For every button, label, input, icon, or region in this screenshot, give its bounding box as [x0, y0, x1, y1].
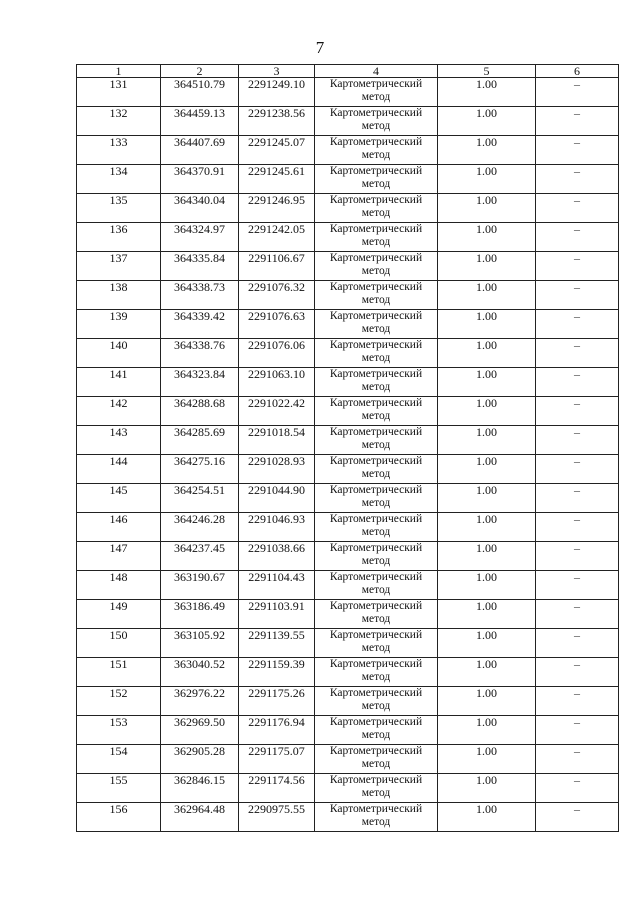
table-header-row [77, 65, 619, 78]
note-cell: – [536, 339, 619, 368]
y-coordinate-cell: 2290975.55 [239, 803, 315, 832]
header-cell-4: 4 [315, 65, 438, 78]
y-coordinate-cell: 2291139.55 [239, 629, 315, 658]
x-coordinate-cell: 362976.22 [161, 687, 239, 716]
y-coordinate-cell: 2291106.67 [239, 252, 315, 281]
note-cell: – [536, 252, 619, 281]
method-cell: Картометрический метод [315, 165, 438, 194]
table-row [77, 281, 619, 310]
note-cell: – [536, 629, 619, 658]
x-coordinate-cell: 364338.76 [161, 339, 239, 368]
page-number: 7 [315, 38, 325, 57]
accuracy-cell: 1.00 [438, 745, 536, 774]
note-cell: – [536, 513, 619, 542]
y-coordinate-cell: 2291174.56 [239, 774, 315, 803]
note-cell: – [536, 310, 619, 339]
table-row [77, 136, 619, 165]
x-coordinate-cell: 364510.79 [161, 78, 239, 107]
table-row [77, 426, 619, 455]
y-coordinate-cell: 2291245.61 [239, 165, 315, 194]
note-cell: – [536, 78, 619, 107]
note-cell: – [536, 687, 619, 716]
point-number-cell: 134 [77, 165, 161, 194]
table-row [77, 629, 619, 658]
header-cell-2: 2 [161, 65, 239, 78]
table-row [77, 252, 619, 281]
table-row [77, 600, 619, 629]
y-coordinate-cell: 2291238.56 [239, 107, 315, 136]
y-coordinate-cell: 2291063.10 [239, 368, 315, 397]
method-cell: Картометрический метод [315, 455, 438, 484]
accuracy-cell: 1.00 [438, 281, 536, 310]
x-coordinate-cell: 362964.48 [161, 803, 239, 832]
method-cell: Картометрический метод [315, 513, 438, 542]
method-cell: Картометрический метод [315, 745, 438, 774]
point-number-cell: 149 [77, 600, 161, 629]
accuracy-cell: 1.00 [438, 513, 536, 542]
table-row [77, 78, 619, 107]
y-coordinate-cell: 2291242.05 [239, 223, 315, 252]
note-cell: – [536, 803, 619, 832]
method-cell: Картометрический метод [315, 281, 438, 310]
method-cell: Картометрический метод [315, 542, 438, 571]
accuracy-cell: 1.00 [438, 687, 536, 716]
point-number-cell: 154 [77, 745, 161, 774]
accuracy-cell: 1.00 [438, 223, 536, 252]
table-row [77, 803, 619, 832]
y-coordinate-cell: 2291038.66 [239, 542, 315, 571]
table-row [77, 542, 619, 571]
point-number-cell: 140 [77, 339, 161, 368]
point-number-cell: 141 [77, 368, 161, 397]
accuracy-cell: 1.00 [438, 658, 536, 687]
table-row [77, 745, 619, 774]
accuracy-cell: 1.00 [438, 339, 536, 368]
point-number-cell: 142 [77, 397, 161, 426]
x-coordinate-cell: 364338.73 [161, 281, 239, 310]
note-cell: – [536, 368, 619, 397]
accuracy-cell: 1.00 [438, 571, 536, 600]
x-coordinate-cell: 364335.84 [161, 252, 239, 281]
x-coordinate-cell: 364324.97 [161, 223, 239, 252]
y-coordinate-cell: 2291046.93 [239, 513, 315, 542]
y-coordinate-cell: 2291159.39 [239, 658, 315, 687]
table-row [77, 484, 619, 513]
point-number-cell: 146 [77, 513, 161, 542]
method-cell: Картометрический метод [315, 223, 438, 252]
y-coordinate-cell: 2291018.54 [239, 426, 315, 455]
point-number-cell: 155 [77, 774, 161, 803]
note-cell: – [536, 658, 619, 687]
point-number-cell: 148 [77, 571, 161, 600]
note-cell: – [536, 484, 619, 513]
x-coordinate-cell: 364254.51 [161, 484, 239, 513]
point-number-cell: 147 [77, 542, 161, 571]
accuracy-cell: 1.00 [438, 397, 536, 426]
y-coordinate-cell: 2291076.06 [239, 339, 315, 368]
header-cell-6: 6 [536, 65, 619, 78]
note-cell: – [536, 426, 619, 455]
note-cell: – [536, 136, 619, 165]
method-cell: Картометрический метод [315, 136, 438, 165]
y-coordinate-cell: 2291076.32 [239, 281, 315, 310]
table-row [77, 455, 619, 484]
accuracy-cell: 1.00 [438, 600, 536, 629]
header-cell-3: 3 [239, 65, 315, 78]
x-coordinate-cell: 364285.69 [161, 426, 239, 455]
point-number-cell: 145 [77, 484, 161, 513]
x-coordinate-cell: 364323.84 [161, 368, 239, 397]
x-coordinate-cell: 364288.68 [161, 397, 239, 426]
point-number-cell: 150 [77, 629, 161, 658]
table-row [77, 716, 619, 745]
accuracy-cell: 1.00 [438, 252, 536, 281]
x-coordinate-cell: 363186.49 [161, 600, 239, 629]
y-coordinate-cell: 2291076.63 [239, 310, 315, 339]
y-coordinate-cell: 2291104.43 [239, 571, 315, 600]
header-cell-5: 5 [438, 65, 536, 78]
method-cell: Картометрический метод [315, 78, 438, 107]
method-cell: Картометрический метод [315, 571, 438, 600]
x-coordinate-cell: 364246.28 [161, 513, 239, 542]
note-cell: – [536, 571, 619, 600]
x-coordinate-cell: 363040.52 [161, 658, 239, 687]
point-number-cell: 153 [77, 716, 161, 745]
x-coordinate-cell: 364340.04 [161, 194, 239, 223]
method-cell: Картометрический метод [315, 107, 438, 136]
x-coordinate-cell: 364339.42 [161, 310, 239, 339]
point-number-cell: 135 [77, 194, 161, 223]
method-cell: Картометрический метод [315, 600, 438, 629]
table-row [77, 397, 619, 426]
method-cell: Картометрический метод [315, 397, 438, 426]
method-cell: Картометрический метод [315, 484, 438, 513]
accuracy-cell: 1.00 [438, 78, 536, 107]
method-cell: Картометрический метод [315, 774, 438, 803]
x-coordinate-cell: 364275.16 [161, 455, 239, 484]
y-coordinate-cell: 2291245.07 [239, 136, 315, 165]
table-row [77, 339, 619, 368]
point-number-cell: 132 [77, 107, 161, 136]
x-coordinate-cell: 362846.15 [161, 774, 239, 803]
accuracy-cell: 1.00 [438, 194, 536, 223]
point-number-cell: 156 [77, 803, 161, 832]
accuracy-cell: 1.00 [438, 484, 536, 513]
accuracy-cell: 1.00 [438, 310, 536, 339]
method-cell: Картометрический метод [315, 687, 438, 716]
note-cell: – [536, 281, 619, 310]
coordinates-table [76, 64, 619, 832]
point-number-cell: 138 [77, 281, 161, 310]
point-number-cell: 137 [77, 252, 161, 281]
x-coordinate-cell: 363105.92 [161, 629, 239, 658]
table-row [77, 165, 619, 194]
table-row [77, 774, 619, 803]
note-cell: – [536, 223, 619, 252]
y-coordinate-cell: 2291176.94 [239, 716, 315, 745]
method-cell: Картометрический метод [315, 368, 438, 397]
note-cell: – [536, 194, 619, 223]
method-cell: Картометрический метод [315, 310, 438, 339]
method-cell: Картометрический метод [315, 658, 438, 687]
table-row [77, 513, 619, 542]
y-coordinate-cell: 2291028.93 [239, 455, 315, 484]
point-number-cell: 136 [77, 223, 161, 252]
x-coordinate-cell: 363190.67 [161, 571, 239, 600]
table-row [77, 223, 619, 252]
accuracy-cell: 1.00 [438, 136, 536, 165]
table-row [77, 368, 619, 397]
note-cell: – [536, 455, 619, 484]
accuracy-cell: 1.00 [438, 803, 536, 832]
accuracy-cell: 1.00 [438, 629, 536, 658]
method-cell: Картометрический метод [315, 252, 438, 281]
point-number-cell: 133 [77, 136, 161, 165]
method-cell: Картометрический метод [315, 339, 438, 368]
header-cell-1: 1 [77, 65, 161, 78]
table-row [77, 571, 619, 600]
y-coordinate-cell: 2291175.26 [239, 687, 315, 716]
table-row [77, 658, 619, 687]
method-cell: Картометрический метод [315, 629, 438, 658]
accuracy-cell: 1.00 [438, 455, 536, 484]
table-row [77, 194, 619, 223]
x-coordinate-cell: 364407.69 [161, 136, 239, 165]
method-cell: Картометрический метод [315, 716, 438, 745]
x-coordinate-cell: 364370.91 [161, 165, 239, 194]
point-number-cell: 152 [77, 687, 161, 716]
x-coordinate-cell: 362905.28 [161, 745, 239, 774]
method-cell: Картометрический метод [315, 426, 438, 455]
y-coordinate-cell: 2291175.07 [239, 745, 315, 774]
accuracy-cell: 1.00 [438, 165, 536, 194]
accuracy-cell: 1.00 [438, 542, 536, 571]
method-cell: Картометрический метод [315, 194, 438, 223]
note-cell: – [536, 600, 619, 629]
note-cell: – [536, 165, 619, 194]
point-number-cell: 139 [77, 310, 161, 339]
accuracy-cell: 1.00 [438, 716, 536, 745]
y-coordinate-cell: 2291022.42 [239, 397, 315, 426]
note-cell: – [536, 774, 619, 803]
note-cell: – [536, 542, 619, 571]
method-cell: Картометрический метод [315, 803, 438, 832]
y-coordinate-cell: 2291246.95 [239, 194, 315, 223]
accuracy-cell: 1.00 [438, 774, 536, 803]
x-coordinate-cell: 364459.13 [161, 107, 239, 136]
y-coordinate-cell: 2291044.90 [239, 484, 315, 513]
note-cell: – [536, 745, 619, 774]
note-cell: – [536, 107, 619, 136]
accuracy-cell: 1.00 [438, 368, 536, 397]
table-row [77, 687, 619, 716]
table-row [77, 310, 619, 339]
accuracy-cell: 1.00 [438, 426, 536, 455]
y-coordinate-cell: 2291249.10 [239, 78, 315, 107]
note-cell: – [536, 716, 619, 745]
x-coordinate-cell: 362969.50 [161, 716, 239, 745]
point-number-cell: 143 [77, 426, 161, 455]
x-coordinate-cell: 364237.45 [161, 542, 239, 571]
note-cell: – [536, 397, 619, 426]
y-coordinate-cell: 2291103.91 [239, 600, 315, 629]
point-number-cell: 144 [77, 455, 161, 484]
point-number-cell: 151 [77, 658, 161, 687]
table-row [77, 107, 619, 136]
point-number-cell: 131 [77, 78, 161, 107]
accuracy-cell: 1.00 [438, 107, 536, 136]
